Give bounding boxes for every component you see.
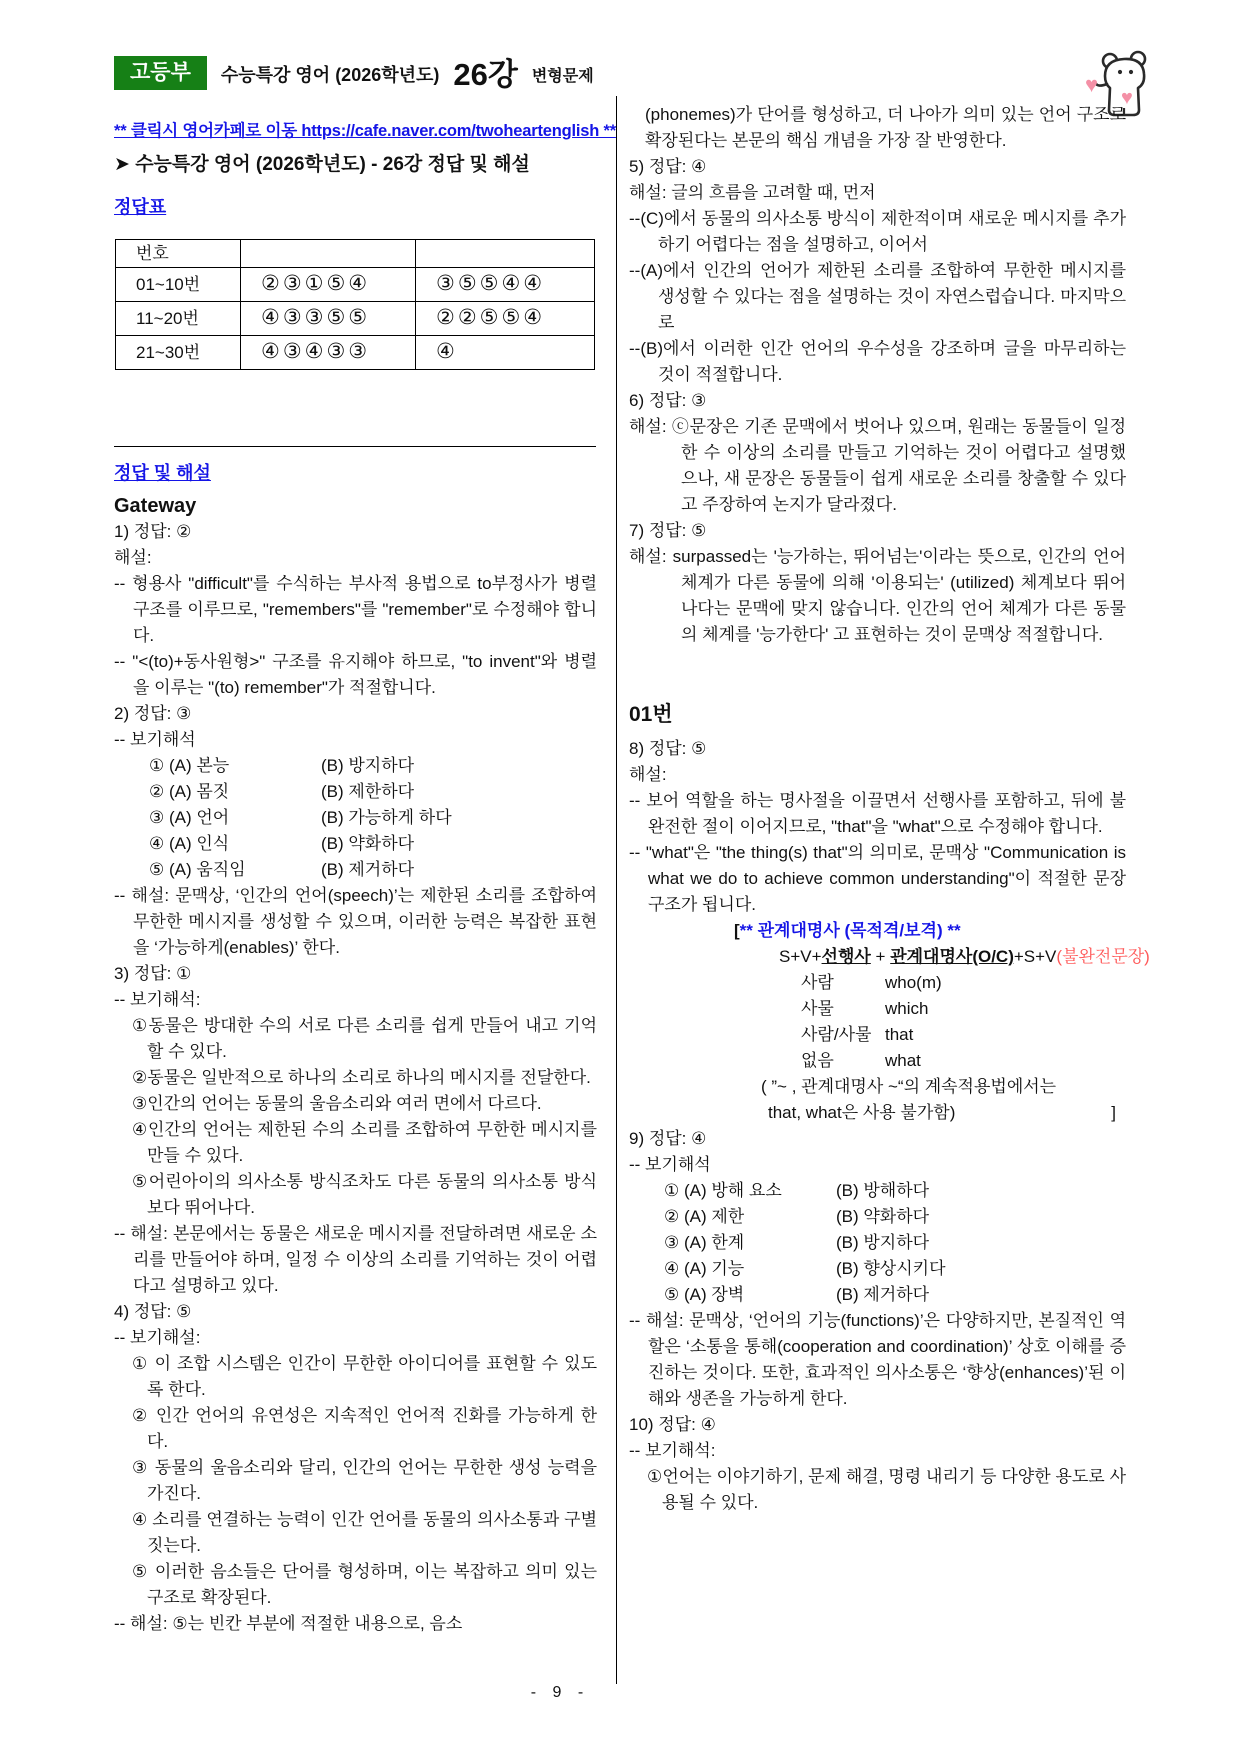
left-column	[114, 118, 616, 1637]
table-cell: ④③③⑤⑤	[241, 302, 416, 336]
text-line: 6) 정답: ③	[629, 391, 707, 410]
text-line: ③ 동물의 울음소리와 달리, 인간의 언어는 무한한 생성 능력을 가진다.	[132, 1458, 597, 1503]
text-line: 9) 정답: ④	[629, 1129, 707, 1148]
text-line: ④ (A) 인식 (B) 약화하다	[149, 834, 415, 853]
table-cell: ②②⑤⑤④	[416, 302, 595, 336]
text-line: -- 해설: 문맥상, ‘언어의 기능(functions)’은 다양하지만, 본질적인 역할은 ‘소통을 통해(cooperation and coordination)’ 상호 이해를 증진하는 것이다. 또한, 효과적인 의사소통은 ‘향상(enhances)’된 이해와 생존을 가능하게 한다.	[629, 1311, 1126, 1408]
table-cell: 21~30번	[116, 336, 241, 370]
column-divider	[616, 96, 617, 1684]
table-cell: ④	[416, 336, 595, 370]
text-line: ⑤어린아이의 의사소통 방식조차도 다른 동물의 의사소통 방식보다 뛰어나다.	[132, 1172, 597, 1217]
text-line: -- 형용사 "difficult"를 수식하는 부사적 용법으로 to부정사가 병렬 구조를 이루므로, "remembers"를 "remember"로 수정해야 합니다.	[114, 574, 597, 645]
text-line: -- 해설: 본문에서는 동물은 새로운 메시지를 전달하려면 새로운 소리를 만들어야 하며, 일정 수 이상의 소리를 기억하는 것이 어렵다고 설명하고 있다.	[114, 1224, 597, 1295]
svg-text:♥: ♥	[1085, 72, 1099, 97]
text-line: --(C)에서 동물의 의사소통 방식이 제한적이며 새로운 메시지를 추가하기 어렵다는 점을 설명하고, 이어서	[629, 209, 1126, 254]
section-title: 정답 및 해설	[114, 463, 211, 483]
text-line: 해설: ⓒ문장은 기존 문맥에서 벗어나 있으며, 원래는 동물들이 일정한 수 이상의 소리를 만들고 기억하는 것이 어렵다고 설명했으나, 새 문장은 동물들이 쉽게 새로운 소리를 창출할 수 있다고 주장하여 논지가 달라졌다.	[629, 417, 1126, 514]
text-line: ④인간의 언어는 제한된 수의 소리를 조합하여 무한한 메시지를 만들 수 있다.	[132, 1120, 597, 1165]
text-line: 5) 정답: ④	[629, 157, 707, 176]
header-suffix: 변형문제	[531, 68, 594, 85]
answer-table-header-cell	[416, 240, 595, 268]
answer-table	[115, 239, 595, 370]
text-line: -- 보기해설:	[114, 1328, 201, 1347]
text-line: 2) 정답: ③	[114, 704, 192, 723]
text-line: 1) 정답: ②	[114, 522, 192, 541]
text-line: --(A)에서 인간의 언어가 제한된 소리를 조합하여 무한한 메시지를 생성할 수 있다는 점을 설명하는 것이 자연스럽습니다. 마지막으로	[629, 261, 1126, 332]
text-line: ①언어는 이야기하기, 문제 해결, 명령 내리기 등 다양한 용도로 사용될 수 있다.	[647, 1467, 1126, 1512]
table-row	[116, 268, 595, 302]
table-cell: 11~20번	[116, 302, 241, 336]
text-line: --(B)에서 이러한 인간 언어의 우수성을 강조하며 글을 마무리하는 것이 적절합니다.	[629, 339, 1126, 384]
table-row	[116, 302, 595, 336]
text-line: 해설: surpassed는 '능가하는, 뛰어넘는'이라는 뜻으로, 인간의 언어 체계가 다른 동물에 의해 '이용되는' (utilized) 체계보다 뛰어나다는 문맥에 맞지 않습니다. 인간의 언어 체계가 다른 동물의 체계를 '능가한다' 고 표현하는 것이 문맥상 적절합니다.	[629, 547, 1126, 644]
header-subject: 수능특강 영어 (2026학년도)	[220, 65, 440, 85]
text-line: ① 이 조합 시스템은 인간이 무한한 아이디어를 표현할 수 있도록 한다.	[132, 1354, 597, 1399]
level-badge: 고등부	[114, 56, 207, 90]
text-line: 사물 which	[801, 999, 929, 1018]
right-blocks	[629, 102, 1150, 1516]
text-line: -- "what"은 "the thing(s) that"의 의미로, 문맥상 "Communication is what we do to achieve common understanding"이 적절한 문장 구조가 됩니다.	[629, 843, 1126, 914]
text-line: 해설:	[114, 548, 152, 567]
text-line: 8) 정답: ⑤	[629, 739, 707, 758]
text-line: -- 보어 역할을 하는 명사절을 이끌면서 선행사를 포함하고, 뒤에 불완전한 절이 이어지므로, "that"을 "what"으로 수정해야 합니다.	[629, 791, 1126, 836]
left-blocks	[114, 519, 597, 1637]
text-line: ②동물은 일반적으로 하나의 소리로 하나의 메시지를 전달한다.	[132, 1068, 591, 1087]
text-line: -- "<(to)+동사원형>" 구조를 유지해야 하므로, "to invent"와 병렬을 이루는 "(to) remember"가 적절합니다.	[114, 652, 597, 697]
text-line: 사람 who(m)	[801, 973, 942, 992]
gateway-heading: Gateway	[114, 495, 197, 517]
text-line: -- 보기해석	[629, 1155, 711, 1174]
text-line: S+V+선행사 + 관계대명사(O/C)+S+V(불완전문장)	[779, 947, 1150, 966]
page-number: - 9 -	[530, 1684, 590, 1701]
text-line: -- 해설: 문맥상, ‘인간의 언어(speech)’는 제한된 소리를 조합하여 무한한 메시지를 생성할 수 있으며, 이러한 능력은 복잡한 표현을 ‘가능하게(enables)’ 한다.	[114, 886, 597, 957]
text-line: ①동물은 방대한 수의 서로 다른 소리를 쉽게 만들어 내고 기억할 수 있다.	[132, 1016, 597, 1061]
text-line: ② (A) 제한 (B) 약화하다	[664, 1207, 930, 1226]
text-line: -- 보기해석	[114, 730, 196, 749]
text-line: -- 해설: ⑤는 빈칸 부분에 적절한 내용으로, 음소	[114, 1614, 463, 1633]
text-line: that, what은 사용 불가함) ]	[768, 1103, 1116, 1122]
answer-sheet-title: ➤ 수능특강 영어 (2026학년도) - 26강 정답 및 해설	[114, 154, 530, 175]
text-line: ⑤ (A) 장벽 (B) 제거하다	[664, 1285, 930, 1304]
text-line: ① (A) 방해 요소 (B) 방해하다	[664, 1181, 930, 1200]
text-line: 사람/사물 that	[801, 1025, 914, 1044]
table-row	[116, 336, 595, 370]
text-line: 없음 what	[801, 1051, 921, 1070]
answer-table-header-cell: 번호	[116, 240, 241, 268]
answer-table-body	[116, 240, 595, 370]
right-column	[629, 96, 1150, 1516]
answer-table-title: 정답표	[114, 197, 167, 217]
table-cell: ③⑤⑤④④	[416, 268, 595, 302]
answer-table-header-cell	[241, 240, 416, 268]
text-line: ③인간의 언어는 동물의 울음소리와 여러 면에서 다르다.	[132, 1094, 542, 1113]
cafe-link[interactable]: ** 클릭시 영어카페로 이동 https://cafe.naver.com/twoheartenglish **	[114, 122, 616, 140]
answer-table-header-row	[116, 240, 595, 268]
page-header	[114, 56, 594, 90]
text-line: ⑤ 이러한 음소들은 단어를 형성하며, 이는 복잡하고 의미 있는 구조로 확장된다.	[132, 1562, 597, 1607]
text-line: ② 인간 언어의 유연성은 지속적인 언어적 진화를 가능하게 한다.	[132, 1406, 597, 1451]
text-line: 해설: 글의 흐름을 고려할 때, 먼저	[629, 183, 876, 202]
text-line: 해설:	[629, 765, 667, 784]
text-line: ④ (A) 기능 (B) 향상시키다	[664, 1259, 946, 1278]
svg-text:♥: ♥	[1121, 87, 1133, 109]
text-line: [** 관계대명사 (목적격/보격) **	[734, 921, 961, 940]
text-line: ② (A) 몸짓 (B) 제한하다	[149, 782, 415, 801]
text-line: 7) 정답: ⑤	[629, 521, 707, 540]
table-cell: 01~10번	[116, 268, 241, 302]
text-line: (phonemes)가 단어를 형성하고, 더 나아가 의미 있는 언어 구조로 확장된다는 본문의 핵심 개념을 가장 잘 반영한다.	[645, 105, 1126, 150]
text-line: ( ”~ , 관계대명사 ~“의 계속적용법에서는	[761, 1077, 1057, 1096]
table-cell: ④③④③③	[241, 336, 416, 370]
text-line: ④ 소리를 연결하는 능력이 인간 언어를 동물의 의사소통과 구별 짓는다.	[132, 1510, 597, 1555]
text-line: 4) 정답: ⑤	[114, 1302, 192, 1321]
table-cell: ②③①⑤④	[241, 268, 416, 302]
text-line: ⑤ (A) 움직임 (B) 제거하다	[149, 860, 415, 879]
text-line: 10) 정답: ④	[629, 1415, 716, 1434]
text-line: 3) 정답: ①	[114, 964, 192, 983]
text-line: ③ (A) 한계 (B) 방지하다	[664, 1233, 930, 1252]
text-line: -- 보기해석:	[629, 1441, 716, 1460]
text-line: ① (A) 본능 (B) 방지하다	[149, 756, 415, 775]
text-line: 01번	[629, 703, 673, 726]
text-line: ③ (A) 언어 (B) 가능하게 하다	[149, 808, 452, 827]
header-lesson-number: 26강	[453, 57, 518, 92]
text-line: -- 보기해석:	[114, 990, 201, 1009]
